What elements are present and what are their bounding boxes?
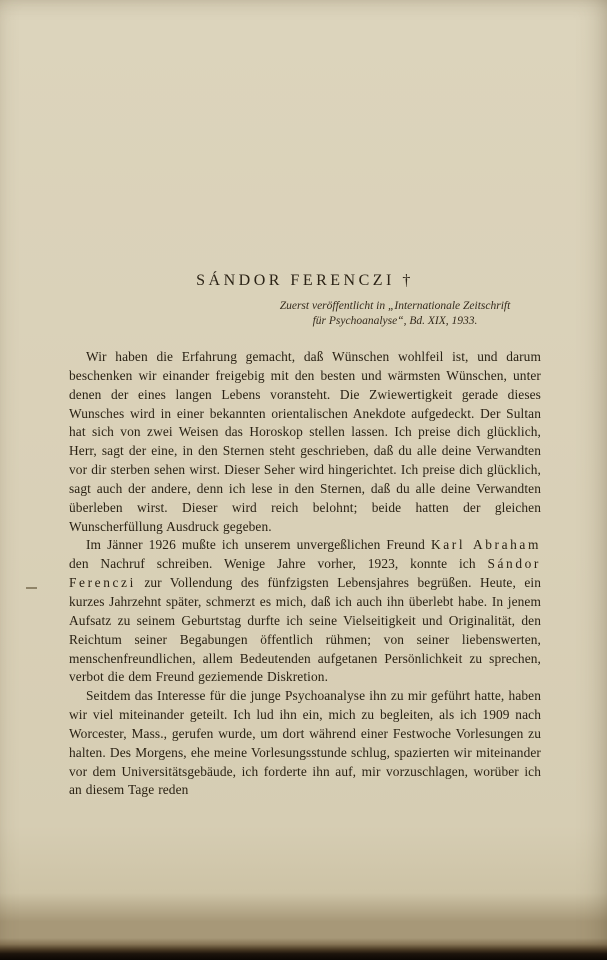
margin-pencil-mark (26, 587, 37, 589)
publication-note-line-1: Zuerst veröffentlicht in „Internationale Zeitschrift (279, 300, 511, 312)
text-segment: zur Vollendung des fünfzigsten Lebensjahres begrüßen. Heute, ein kurzes Jahrzehnt später, schmerzt es mich, daß ich auch ihn überlebt habe. In jenem Aufsatz zu seinem Geburtstag durfte ich seine Vielseitigkeit und Originalität, den Reichtum seiner Begabungen öffentlich rühmen; von seiner liebenswerten, menschenfreundlichen, allem Bedeutenden aufgetanen Persönlichkeit zu sprechen, verbot die dem Freund geziemende Diskretion. (69, 575, 541, 685)
text-segment: Wir haben die Erfahrung gemacht, daß Wünschen wohlfeil ist, und darum beschenken wir einander freigebig mit den besten und wärmsten Wünschen, unter denen der eines langen Lebens voransteht. Die Zwiewertigkeit gerade dieses Wunsches wird in einer bekannten orientalischen Anekdote aufgedeckt. Der Sultan hat sich von zwei Weisen das Horoskop stellen lassen. Ich preise dich glücklich, Herr, sagt der eine, in den Sternen steht geschrieben, daß du alle deine Verwandten vor dir sterben sehen wirst. Dieser Seher wird hingerichtet. Ich preise dich glücklich, sagt auch der andere, denn ich lese in den Sternen, daß du alle deine Verwandten überleben wirst. Dieser wird reich belohnt; beide hatten der gleichen Wunscherfüllung Ausdruck gegeben. (69, 349, 541, 534)
page-title: SÁNDOR FERENCZI † (196, 272, 414, 289)
paragraph (69, 536, 541, 687)
text-segment: den Nachruf schreiben. Wenige Jahre vorher, 1923, konnte ich (69, 556, 488, 572)
person-name-spaced: Karl Abraham (430, 537, 541, 553)
paragraph (69, 348, 541, 536)
person-name-spaced: Sándor Ferenczi (69, 556, 541, 591)
publication-note-line-2: für Psychoanalyse“, Bd. XIX, 1933. (312, 314, 478, 327)
publication-note (159, 299, 607, 328)
text-segment: Im Jänner 1926 mußte ich unserem unvergeßlichen Freund (86, 537, 431, 553)
text-segment: Seitdem das Interesse für die junge Psychoanalyse ihn zu mir geführt hatte, haben wir viel miteinander geteilt. Ich lud ihn ein, mich zu begleiten, als ich 1909 nach Worcester, Mass., gerufen wurde, um dort während einer Festwoche Vorlesungen zu halten. Des Morgens, ehe meine Vorlesungsstunde schlug, spazierten wir miteinander vor dem Universitätsgebäude, ich forderte ihn auf, mir vorzuschlagen, worüber ich an diesem Tage reden (69, 688, 541, 798)
page-bottom-edge (0, 938, 607, 960)
body-text (69, 348, 541, 800)
paragraph (69, 687, 541, 800)
